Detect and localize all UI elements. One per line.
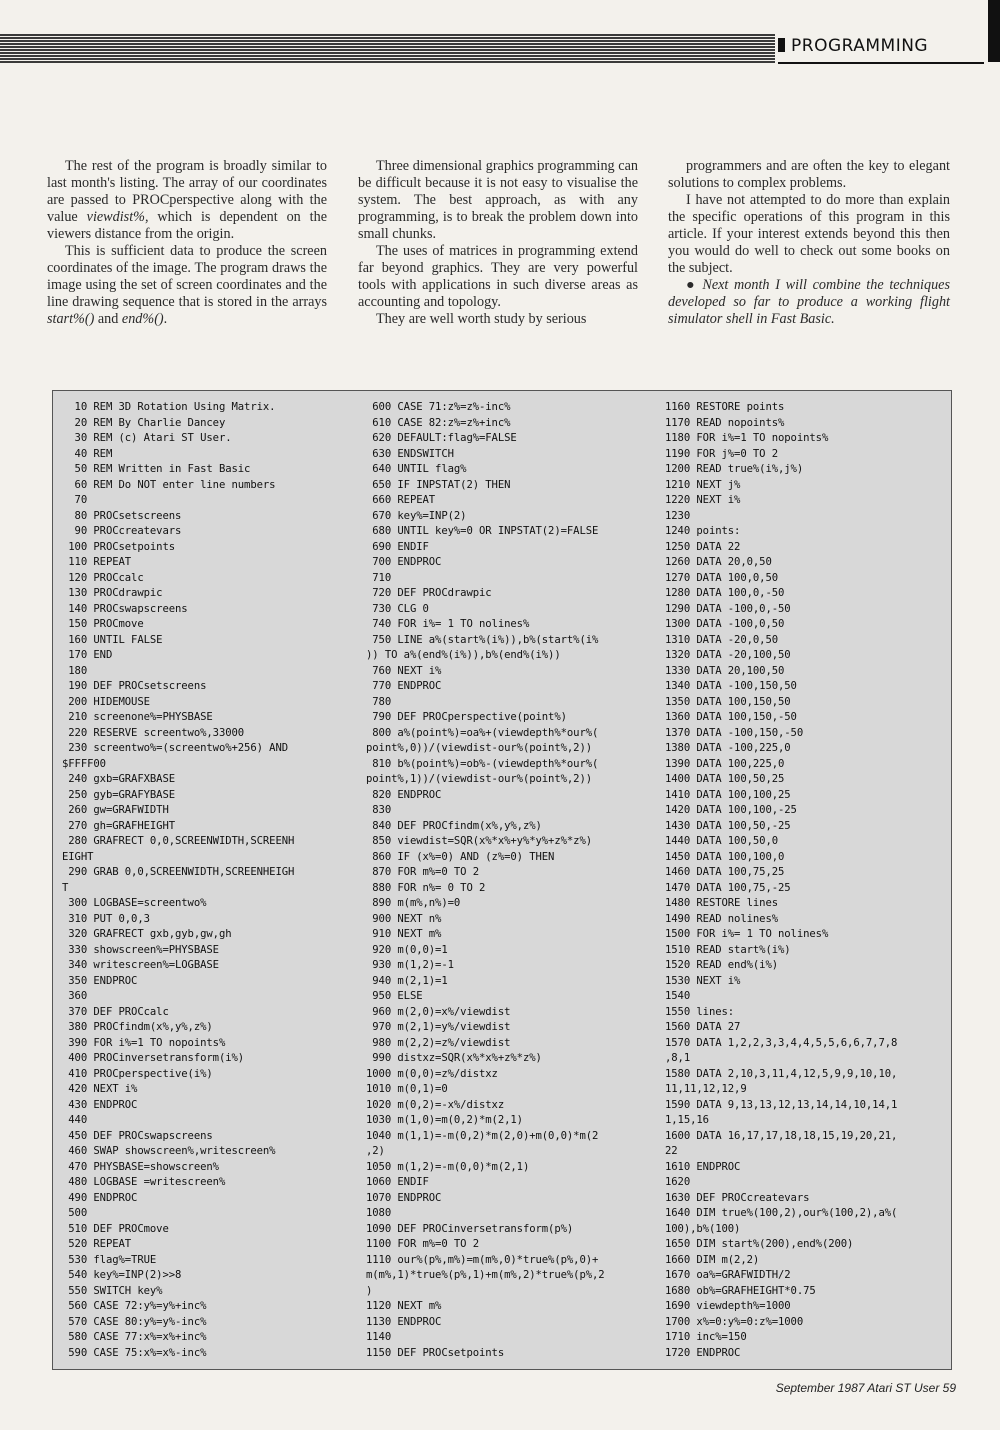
code-line: 350 ENDPROC [62, 974, 138, 987]
code-line: 1280 DATA 100,0,-50 [665, 587, 785, 599]
code-line: 50 REM Written in Fast Basic [62, 463, 251, 475]
code-line: 170 END [62, 649, 113, 661]
code-line: 40 REM [62, 447, 113, 460]
article-paragraph: They are well worth study by serious [376, 311, 587, 327]
code-line: 300 LOGBASE=screentwo% [62, 897, 207, 909]
code-line: ,8,1 [665, 1052, 691, 1064]
code-line: 570 CASE 80:y%=y%-inc% [62, 1315, 207, 1328]
article-paragraph: ● Next month I will combine the techniques developed so far to produce a working flight simulator shell in Fast Basic. [668, 277, 950, 327]
article-paragraph: This is sufficient data to produce the screen coordinates of the image. The program draws the image using the set of screen coordinates and the line drawing sequence that is stored in the arrays start%() and end%(). [47, 243, 327, 327]
code-line: 1050 m(1,2)=-m(0,0)*m(2,1) [366, 1160, 530, 1173]
code-line: 420 NEXT i% [62, 1083, 138, 1095]
code-line: 1270 DATA 100,0,50 [665, 571, 779, 584]
code-line: 200 HIDEMOUSE [62, 695, 150, 708]
code-line: 210 screenone%=PHYSBASE [62, 711, 213, 723]
code-line: m(m%,1)*true%(p%,1)+m(m%,2)*true%(p%,2 [366, 1269, 605, 1281]
code-line: 690 ENDIF [366, 540, 429, 553]
code-line: 1590 DATA 9,13,13,12,13,14,14,10,14,1 [665, 1098, 898, 1111]
code-line: EIGHT [62, 850, 94, 863]
section-marker [778, 38, 785, 52]
code-line: 1150 DEF PROCsetpoints [366, 1346, 505, 1359]
code-line: 560 CASE 72:y%=y%+inc% [62, 1300, 207, 1312]
code-line: 120 PROCcalc [62, 571, 144, 584]
code-line: 340 writescreen%=LOGBASE [62, 959, 219, 971]
code-line: 1630 DEF PROCcreatevars [665, 1191, 810, 1204]
article-column-2 [358, 158, 638, 328]
code-line: 1700 x%=0:y%=0:z%=1000 [665, 1315, 804, 1328]
code-line: 900 NEXT n% [366, 912, 442, 925]
code-line: 400 PROCinversetransform(i%) [62, 1052, 245, 1064]
code-line: 1080 [366, 1207, 392, 1219]
code-line: 1530 NEXT i% [665, 974, 741, 987]
code-line: 290 GRAB 0,0,SCREENWIDTH,SCREENHEIGH [62, 866, 295, 878]
code-line: 460 SWAP showscreen%,writescreen% [62, 1145, 276, 1157]
code-line: 1010 m(0,1)=0 [366, 1083, 448, 1095]
code-line: 1660 DIM m(2,2) [665, 1253, 760, 1266]
code-line: 710 [366, 571, 392, 584]
code-line: 720 DEF PROCdrawpic [366, 587, 492, 599]
code-line: 1250 DATA 22 [665, 540, 741, 553]
code-line: 880 FOR n%= 0 TO 2 [366, 881, 486, 894]
code-line: 80 PROCsetscreens [62, 509, 182, 522]
code-line: 490 ENDPROC [62, 1191, 138, 1204]
article-paragraph: The uses of matrices in programming extend far beyond graphics. They are very powerful tools with applications in such diverse areas as accounting and topology. [358, 243, 638, 310]
code-line: 150 PROCmove [62, 618, 144, 630]
code-line: 100 PROCsetpoints [62, 540, 176, 553]
code-line: 1030 m(1,0)=m(0,2)*m(2,1) [366, 1114, 523, 1126]
code-line: 1320 DATA -20,100,50 [665, 649, 791, 661]
code-line: 1450 DATA 100,100,0 [665, 850, 785, 863]
code-line: 410 PROCperspective(i%) [62, 1067, 213, 1080]
code-line: 11,11,12,12,9 [665, 1083, 747, 1095]
code-line: T [62, 881, 69, 894]
code-line: 240 gxb=GRAFXBASE [62, 773, 176, 785]
code-line: 780 [366, 695, 392, 708]
code-line: 950 ELSE [366, 990, 423, 1002]
section-label: PROGRAMMING [791, 36, 929, 56]
code-line: 1610 ENDPROC [665, 1160, 741, 1173]
code-line: 540 key%=INP(2)>>8 [62, 1269, 182, 1281]
code-line: 940 m(2,1)=1 [366, 974, 448, 987]
code-line: 1070 ENDPROC [366, 1191, 442, 1204]
code-line: 1340 DATA -100,150,50 [665, 680, 797, 692]
code-line: 580 CASE 77:x%=x%+inc% [62, 1331, 207, 1343]
code-line: point%,1))/(viewdist-our%(point%,2)) [366, 773, 593, 785]
code-line: 550 SWITCH key% [62, 1284, 163, 1297]
code-line: 1060 ENDIF [366, 1176, 429, 1188]
code-line: 1480 RESTORE lines [665, 897, 779, 909]
code-line: 1490 READ nolines% [665, 912, 779, 925]
code-line: 650 IF INPSTAT(2) THEN [366, 478, 511, 491]
code-line: 1310 DATA -20,0,50 [665, 633, 779, 646]
code-line: 1520 READ end%(i%) [665, 959, 779, 971]
code-line: 370 DEF PROCcalc [62, 1005, 169, 1018]
code-line: 330 showscreen%=PHYSBASE [62, 943, 219, 956]
code-line: 230 screentwo%=(screentwo%+256) AND [62, 742, 289, 754]
code-line: 740 FOR i%= 1 TO nolines% [366, 618, 530, 630]
code-line: 750 LINE a%(start%(i%)),b%(start%(i% [366, 633, 599, 646]
code-line: 1300 DATA -100,0,50 [665, 618, 785, 630]
code-line: 1240 points: [665, 525, 741, 537]
code-line: 1440 DATA 100,50,0 [665, 835, 779, 847]
code-line: 180 [62, 664, 88, 677]
code-line: 10 REM 3D Rotation Using Matrix. [62, 401, 276, 413]
code-line: 980 m(2,2)=z%/viewdist [366, 1036, 511, 1049]
code-line: 840 DEF PROCfindm(x%,y%,z%) [366, 819, 542, 832]
code-line: 1020 m(0,2)=-x%/distxz [366, 1098, 505, 1111]
code-line: 1260 DATA 20,0,50 [665, 556, 772, 568]
article-paragraph: programmers and are often the key to elegant solutions to complex problems. [668, 158, 950, 191]
code-line: 960 m(2,0)=x%/viewdist [366, 1005, 511, 1018]
code-line: 1600 DATA 16,17,17,18,18,15,19,20,21, [665, 1129, 898, 1142]
code-line: 510 DEF PROCmove [62, 1222, 169, 1235]
code-line: 190 DEF PROCsetscreens [62, 680, 207, 692]
code-line: 390 FOR i%=1 TO nopoints% [62, 1036, 226, 1049]
code-line: 1690 viewdepth%=1000 [665, 1300, 791, 1312]
code-line: 1710 inc%=150 [665, 1331, 747, 1343]
code-line: 1090 DEF PROCinversetransform(p%) [366, 1222, 574, 1235]
code-line: 1420 DATA 100,100,-25 [665, 804, 797, 816]
code-line: 1200 READ true%(i%,j%) [665, 463, 804, 475]
code-line: 1470 DATA 100,75,-25 [665, 881, 791, 894]
code-line: 1570 DATA 1,2,2,3,3,4,4,5,5,6,6,7,7,8 [665, 1036, 898, 1049]
code-line: 320 GRAFRECT gxb,gyb,gw,gh [62, 928, 232, 940]
code-line: 360 [62, 990, 88, 1002]
code-line: 1400 DATA 100,50,25 [665, 773, 785, 785]
code-line: 220 RESERVE screentwo%,33000 [62, 726, 245, 739]
code-line: 820 ENDPROC [366, 788, 442, 801]
code-line: 500 [62, 1207, 88, 1219]
code-line: $FFFF00 [62, 757, 106, 770]
code-line: 730 CLG 0 [366, 602, 429, 615]
code-line: 1670 oa%=GRAFWIDTH/2 [665, 1269, 791, 1281]
code-line: 480 LOGBASE =writescreen% [62, 1176, 226, 1188]
code-line: 1000 m(0,0)=z%/distxz [366, 1067, 498, 1080]
code-line: )) TO a%(end%(i%)),b%(end%(i%)) [366, 649, 561, 661]
code-line: 640 UNTIL flag% [366, 463, 467, 475]
code-line: 140 PROCswapscreens [62, 602, 188, 615]
code-line: 470 PHYSBASE=showscreen% [62, 1160, 219, 1173]
code-line: 760 NEXT i% [366, 664, 442, 677]
code-line: 1540 [665, 990, 691, 1002]
code-line: 160 UNTIL FALSE [62, 633, 163, 646]
code-line: 130 PROCdrawpic [62, 587, 163, 599]
article-column-1 [47, 158, 327, 328]
code-line: 530 flag%=TRUE [62, 1253, 157, 1266]
code-line: 1390 DATA 100,225,0 [665, 757, 785, 770]
code-line: 970 m(2,1)=y%/viewdist [366, 1021, 511, 1033]
code-line: 680 UNTIL key%=0 OR INPSTAT(2)=FALSE [366, 525, 599, 537]
code-line: 1640 DIM true%(100,2),our%(100,2),a%( [665, 1207, 898, 1219]
code-line: 930 m(1,2)=-1 [366, 959, 454, 971]
code-line: 700 ENDPROC [366, 556, 442, 568]
listing-column-3 [665, 400, 897, 1361]
article-paragraph: Three dimensional graphics programming can be difficult because it is not easy to visualise the system. The best approach, as with any programming, is to break the problem down into small chunks. [358, 158, 638, 242]
code-line: 20 REM By Charlie Dancey [62, 416, 226, 429]
code-line: 250 gyb=GRAFYBASE [62, 788, 176, 801]
code-line: 1430 DATA 100,50,-25 [665, 819, 791, 832]
code-line: 260 gw=GRAFWIDTH [62, 804, 169, 816]
code-line: 790 DEF PROCperspective(point%) [366, 711, 567, 723]
code-line: 1110 our%(p%,m%)=m(m%,0)*true%(p%,0)+ [366, 1253, 599, 1266]
header-stripes [0, 34, 775, 64]
code-line: 670 key%=INP(2) [366, 509, 467, 522]
code-line: 1,15,16 [665, 1114, 709, 1126]
corner-bar [988, 0, 1000, 62]
code-line: 1160 RESTORE points [665, 401, 785, 413]
article-paragraph: I have not attempted to do more than explain the specific operations of this program in this article. If your interest extends beyond this then you would do well to check out some books on the subject. [668, 192, 950, 276]
code-line: 660 REPEAT [366, 494, 436, 506]
article-column-3 [668, 158, 950, 328]
code-line: 30 REM (c) Atari ST User. [62, 432, 232, 444]
code-line: 1580 DATA 2,10,3,11,4,12,5,9,9,10,10, [665, 1067, 898, 1080]
code-line: 22 [665, 1145, 678, 1157]
code-line: 990 distxz=SQR(x%*x%+z%*z%) [366, 1052, 542, 1064]
code-line: 1190 FOR j%=0 TO 2 [665, 447, 779, 460]
code-line: 100),b%(100) [665, 1222, 741, 1235]
code-line: 110 REPEAT [62, 556, 132, 568]
code-line: 1100 FOR m%=0 TO 2 [366, 1238, 480, 1250]
code-line: point%,0))/(viewdist-our%(point%,2)) [366, 742, 593, 754]
code-line: 310 PUT 0,0,3 [62, 912, 150, 925]
listing-column-1 [62, 400, 294, 1361]
code-line: 600 CASE 71:z%=z%-inc% [366, 401, 511, 413]
code-line: 590 CASE 75:x%=x%-inc% [62, 1346, 207, 1359]
code-line: 1140 [366, 1331, 392, 1343]
code-line: 770 ENDPROC [366, 680, 442, 692]
code-line: 1410 DATA 100,100,25 [665, 788, 791, 801]
code-line: 1230 [665, 509, 691, 522]
code-line: 1370 DATA -100,150,-50 [665, 726, 804, 739]
listing-column-2 [366, 400, 605, 1361]
header-rule [778, 62, 984, 64]
section-title [778, 36, 928, 56]
code-line: 1550 lines: [665, 1005, 735, 1018]
page-footer: September 1987 Atari ST User 59 [775, 1381, 956, 1395]
code-line: 450 DEF PROCswapscreens [62, 1129, 213, 1142]
code-line: 870 FOR m%=0 TO 2 [366, 866, 480, 878]
code-line: 1130 ENDPROC [366, 1315, 442, 1328]
code-line: 280 GRAFRECT 0,0,SCREENWIDTH,SCREENH [62, 835, 295, 847]
code-line: 830 [366, 804, 392, 816]
code-line: 1350 DATA 100,150,50 [665, 695, 791, 708]
code-line: 620 DEFAULT:flag%=FALSE [366, 432, 517, 444]
code-line: 1330 DATA 20,100,50 [665, 664, 785, 677]
code-line: 1620 [665, 1176, 691, 1188]
code-line: 810 b%(point%)=ob%-(viewdepth%*our%( [366, 757, 599, 770]
code-line: 1170 READ nopoints% [665, 416, 785, 429]
code-line: 380 PROCfindm(x%,y%,z%) [62, 1021, 213, 1033]
code-line: 1460 DATA 100,75,25 [665, 866, 785, 878]
code-line: 910 NEXT m% [366, 928, 442, 940]
code-line: 520 REPEAT [62, 1238, 132, 1250]
code-line: 1210 NEXT j% [665, 478, 741, 491]
code-line: 1560 DATA 27 [665, 1021, 741, 1033]
code-line: 850 viewdist=SQR(x%*x%+y%*y%+z%*z%) [366, 835, 593, 847]
code-line: 800 a%(point%)=oa%+(viewdepth%*our%( [366, 726, 599, 739]
code-line: 1510 READ start%(i%) [665, 943, 791, 956]
code-line: 1290 DATA -100,0,-50 [665, 602, 791, 615]
code-line: 70 [62, 494, 88, 506]
code-line: 1360 DATA 100,150,-50 [665, 711, 797, 723]
code-line: 860 IF (x%=0) AND (z%=0) THEN [366, 850, 555, 863]
code-line: 890 m(m%,n%)=0 [366, 897, 461, 909]
code-line: 630 ENDSWITCH [366, 447, 454, 460]
code-line: 1220 NEXT i% [665, 494, 741, 506]
code-line: ,2) [366, 1145, 385, 1157]
code-line: 1180 FOR i%=1 TO nopoints% [665, 432, 829, 444]
code-line: 90 PROCcreatevars [62, 525, 182, 537]
code-line: 1380 DATA -100,225,0 [665, 742, 791, 754]
code-line: 440 [62, 1114, 88, 1126]
code-line: 610 CASE 82:z%=z%+inc% [366, 416, 511, 429]
code-line: 1650 DIM start%(200),end%(200) [665, 1238, 854, 1250]
code-line: 1120 NEXT m% [366, 1300, 442, 1312]
code-line: 1040 m(1,1)=-m(0,2)*m(2,0)+m(0,0)*m(2 [366, 1129, 599, 1142]
code-line: 270 gh=GRAFHEIGHT [62, 819, 176, 832]
code-line: 430 ENDPROC [62, 1098, 138, 1111]
article-paragraph: The rest of the program is broadly similar to last month's listing. The array of our coordinates are passed to PROCperspective along with the value viewdist%, which is dependent on the viewers distance from the origin. [47, 158, 327, 242]
code-line: 920 m(0,0)=1 [366, 943, 448, 956]
code-line: ) [366, 1284, 373, 1297]
code-line: 1720 ENDPROC [665, 1346, 741, 1359]
code-line: 1500 FOR i%= 1 TO nolines% [665, 928, 829, 940]
code-line: 1680 ob%=GRAFHEIGHT*0.75 [665, 1284, 816, 1297]
code-line: 60 REM Do NOT enter line numbers [62, 478, 276, 491]
